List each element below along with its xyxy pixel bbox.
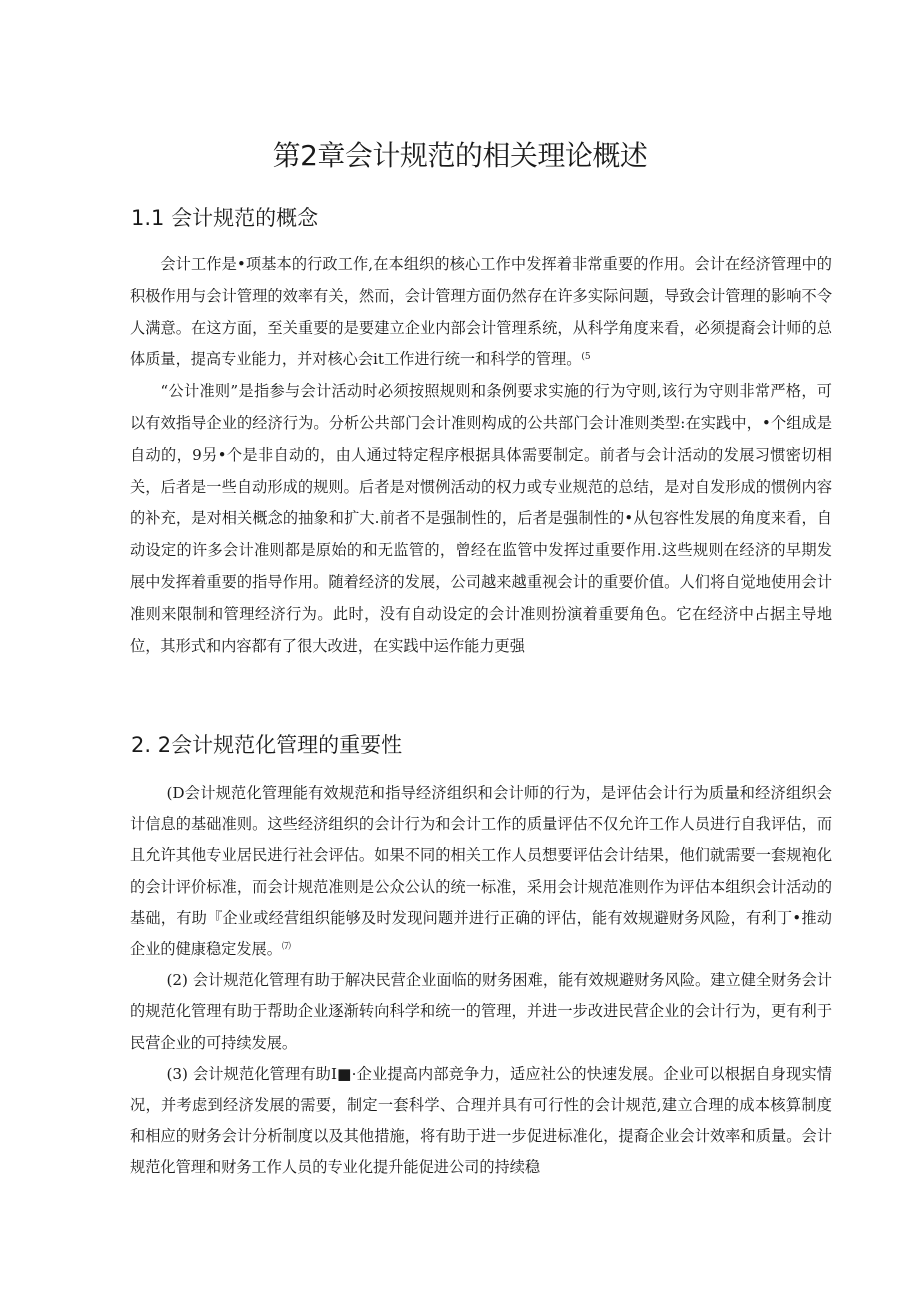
section-heading-1-1: 1.1 会计规范的概念 [131,206,319,230]
paragraph [130,965,832,1059]
paragraph-text: 会计工作是•项基本的行政工作,在本组织的核心工作中发挥着非常重要的作用。会计在经济管理中的积极作用与会计管理的效率有关，然而，会计管理方面仍然存在许多实际问题，导致会计管理的影响不令人满意。在这方面，至关重要的是要建立企业内部会计管理系统，从科学角度来看，必须提裔会计师的总体质量，提高专业能力，并对核心会it工作进行统一和科学的管理。 [130,255,832,369]
citation-marker: ⑺ [281,942,291,953]
paragraph [130,778,832,965]
chapter-title: 第2章会计规范的相关理论概述 [272,139,648,172]
section-heading-2-2: 2. 2会计规范化管理的重要性 [131,733,403,757]
paragraph [130,1059,832,1184]
citation-marker: (5 [581,352,591,363]
section-2-2-body [130,778,832,1184]
section-1-1-body [130,249,832,662]
paragraph-text: “公计准则”是指参与会计活动时必须按照规则和条例要求实施的行为守则,该行为守则非常严格，可以有效指导企业的经济行为。分析公共部门会计准则构成的公共部门会计准则类型:在实践中，•个组成是自动的，9另•个是非自动的，由人通过特定程序根据具体需要制定。前者与会计活动的发展习惯密切相关，后者是一些自动形成的规则。后者是对惯例活动的权力或专业规范的总结，是对自发形成的惯例内容的补充，是对相关概念的抽象和扩大.前者不是强制性的，后者是强制性的•从包容性发展的角度来看，自动设定的许多会计准则都是原始的和无监管的，曾经在监管中发挥过重要作用.这些规则在经济的早期发展中发挥着重要的指导作用。随着经济的发展，公司越来越重视会计的重要价值。人们将自觉地使用会计准则来限制和管理经济行为。此时，没有自动设定的会计准则扮演着重要角色。它在经济中占据主导地位，其形式和内容都有了很大改进，在实践中运作能力更强 [130,382,832,655]
paragraph [130,249,832,376]
paragraph-text: (2) 会计规范化管理有助于解决民营企业面临的财务困难，能有效规避财务风险。建立健全财务会计的规范化管理有助于帮助企业逐渐转向科学和统一的管理，并进一步改进民营企业的会计行为，更有利于民营企业的可持续发展。 [130,971,832,1052]
paragraph [130,376,832,662]
paragraph-text: (D会计规范化管理能有效规范和指导经济组织和会计师的行为，是评估会计行为质量和经济组织会计信息的基础准则。这些经济组织的会计行为和会计工作的质量评估不仅允许工作人员进行自我评估，而且允许其他专业居民进行社会评估。如果不同的相关工作人员想要评估会计结果，他们就需要一套规袍化的会计评价标准，而会计规范准则是公众公认的统一标准，采用会计规范准则作为评估本组织会计活动的基础，有助『企业或经营组织能够及时发现问题并进行正确的评估，能有效规避财务风险，有利丁•推动企业的健康稳定发展。 [130,784,832,959]
paragraph-text: (3) 会计规范化管理有助I■·企业提高内部竞争力，适应社公的快速发展。企业可以根据自身现实情况，并考虑到经济发展的需要，制定一套科学、合理并具有可行性的会计规范,建立合理的成本核算制度和相应的财务会计分析制度以及其他措施，将有助于进一步促进标准化，提裔企业会计效率和质量。会计规范化管理和财务工作人员的专业化提升能促进公司的持续稳 [130,1064,832,1177]
